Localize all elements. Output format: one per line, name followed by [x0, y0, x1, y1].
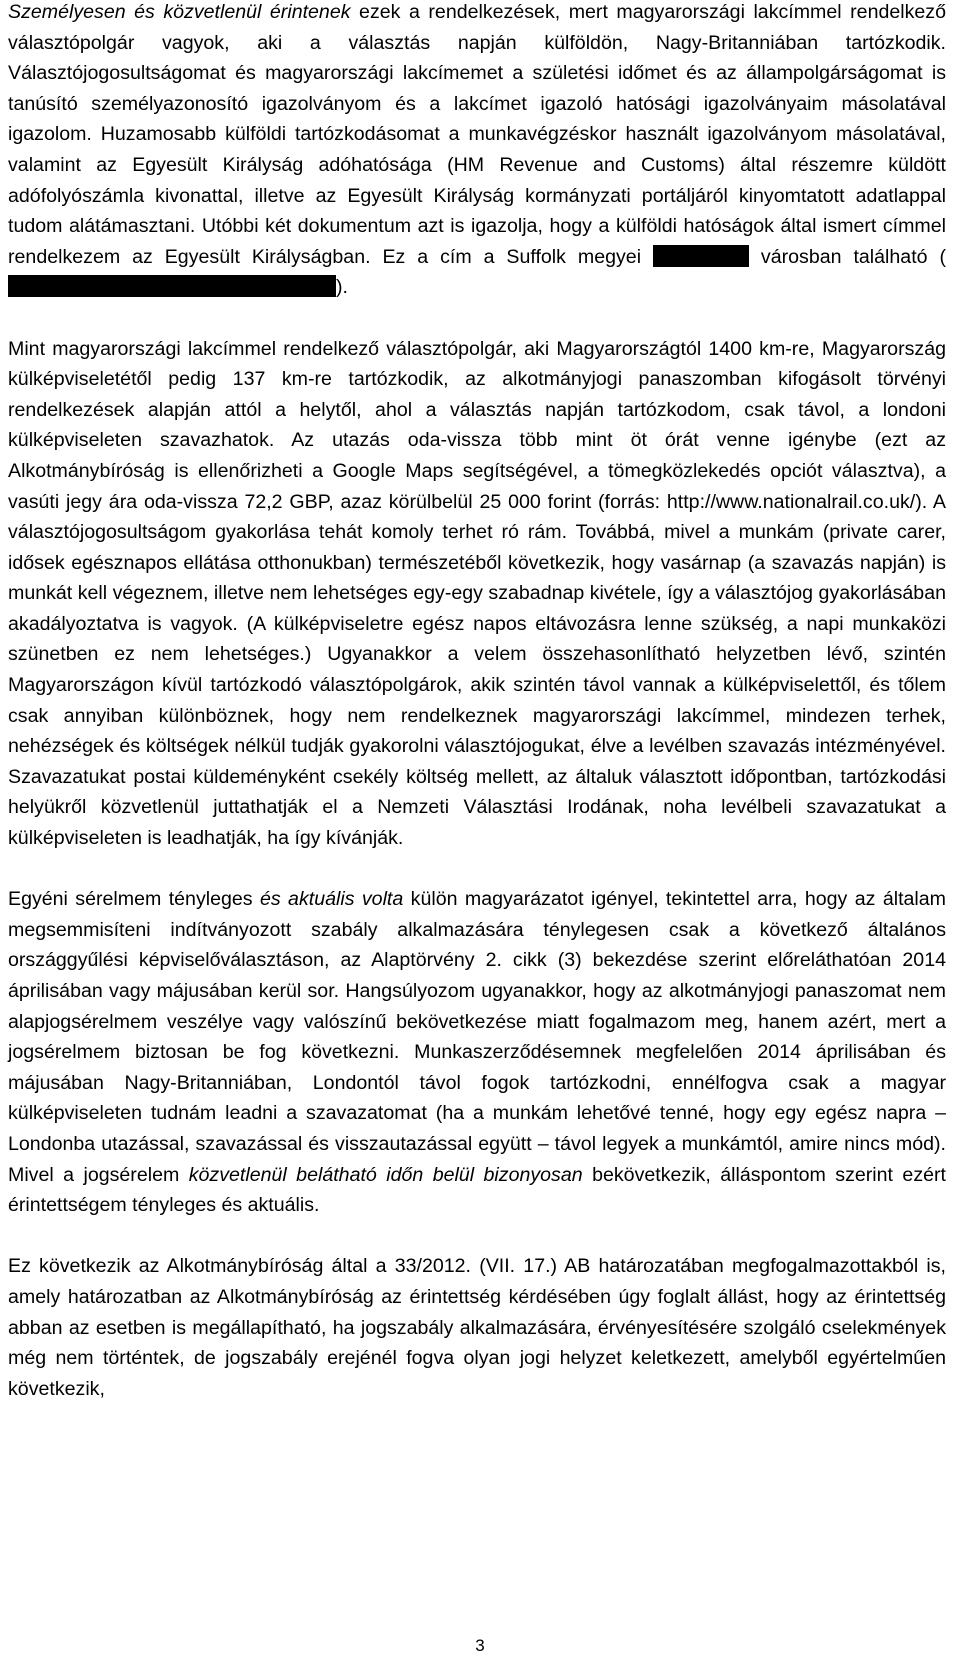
text-segment: ezek a rendelkezések, mert magyarországi lakcímmel rendelkező választópolgár vagyok, aki a választás napján külföldön, Nagy-Britanniában tartózkodik. Választójogosultságomat és magyarországi lakcímemet a születési időmet és az állampolgárságomat is tanúsító személyazonosító igazolványom és a lakcímet igazoló hatósági igazolványaim másolatával igazolom. Huzamosabb külföldi tartózkodásomat a munkavégzéskor használt igazolványom másolatával, valamint az Egyesült Királyság adóhatósága (HM Revenue and Customs) által részemre küldött adófolyószámla kivonattal, illetve az Egyesült Királyság kormányzati portáljáról kinyomtatott adatlappal tudom alátámasztani. Utóbbi két dokumentum azt is igazolja, hogy a külföldi hatóságok által ismert címmel rendelkezem az Egyesült Királyságban. Ez a cím a Suffolk megyei: [8, 1, 947, 268]
italic-text: közvetlenül belátható időn belül bizonyosan: [188, 1163, 583, 1186]
paragraph-1: [8, 0, 946, 303]
paragraph-2: [8, 334, 946, 854]
text-segment: ).: [336, 276, 348, 299]
page-number: 3: [475, 1636, 485, 1655]
text-segment: Mint magyarországi lakcímmel rendelkező választópolgár, aki Magyarországtól 1400 km-re, Magyarország külképviseletétől pedig 137 km-re tartózkodik, az alkotmányjogi panaszomban kifogásolt törvényi rendelkezések alapján attól a helytől, ahol a választás napján tartózkodom, csak távol, a londoni külképviseleten szavazhatok. Az utazás oda-vissza több mint öt órát venne igénybe (ezt az Alkotmánybíróság is ellenőrizheti a Google Maps segítségével, a tömegközlekedés opciót választva), a vasúti jegy ára oda-vissza 72,2 GBP, azaz körülbelül 25 000 forint (forrás: http://www.nationalrail.co.uk/). A választójogosultságom gyakorlása tehát komoly terhet ró rám. Továbbá, mivel a munkám (private carer, idősek egésznapos ellátása otthonukban) természetéből következik, hogy vasárnap (a szavazás napján) is munkát kell végeznem, illetve nem lehetséges egy-egy szabadnap kivétele, így a választójog gyakorlásában akadályoztatva is vagyok. (A külképviseletre egész napos eltávozásra lenne szükség, a napi munkaközi szünetben ez nem lehetséges.) Ugyanakkor a velem összehasonlítható helyzetben lévő, szintén Magyarországon kívül tartózkodó választópolgárok, akik szintén távol vannak a külképviselettől, és tőlem csak annyiban különböznek, hogy nem rendelkeznek magyarországi lakcímmel, mindezen terhek, nehézségek és költségek nélkül tudják gyakorolni választójogukat, élve a levélben szavazás intézményével. Szavazatukat postai küldeményként csekély költség mellett, az általuk választott időpontban, tartózkodási helyükről közvetlenül juttathatják el a Nemzeti Választási Irodának, noha levélbeli szavazatukat a külképviseleten is leadhatják, ha így kívánják.: [8, 337, 946, 850]
redaction-address: [8, 275, 336, 297]
text-segment: Ez következik az Alkotmánybíróság által a 33/2012. (VII. 17.) AB határozatában megfogalmazottakból is, amely határozatban az Alkotmánybíróság az érintettség kérdésében úgy foglalt állást, hogy az érintettség abban az esetben is megállapítható, ha jogszabály alkalmazására, érvényesítésére szolgáló cselekmények még nem történtek, de jogszabály erejénél fogva olyan jogi helyzet keletkezett, amelyből egyértelműen következik,: [8, 1255, 946, 1400]
paragraph-3: [8, 884, 946, 1221]
italic-text: Személyesen és közvetlenül érintenek: [8, 1, 351, 23]
document-body: [8, 0, 946, 1404]
text-segment: bekövetkezik, álláspontom szerint ezért érintettségem tényleges és aktuális.: [8, 1163, 946, 1217]
text-segment: városban található (: [748, 245, 946, 268]
text-segment: Egyéni sérelmem tényleges: [8, 888, 260, 911]
redaction-city: [653, 245, 749, 267]
italic-text: és aktuális volta: [259, 888, 404, 911]
text-segment: külön magyarázatot igényel, tekintettel arra, hogy az általam megsemmisíteni indítványozott szabály alkalmazására ténylegesen csak a következő általános országgyűlési képviselőválasztáson, az Alaptörvény 2. cikk (3) bekezdése szerint előreláthatóan 2014 áprilisában vagy májusában kerül sor. Hangsúlyozom ugyanakkor, hogy az alkotmányjogi panaszomat nem alapjogsérelmem veszélye vagy valószínű bekövetkezése miatt fogalmazom meg, hanem azért, mert a jogsérelmem biztosan be fog következni. Munkaszerződésemnek megfelelően 2014 áprilisában és májusában Nagy-Britanniában, Londontól távol fogok tartózkodni, ennélfogva csak a magyar külképviseleten tudnám leadni a szavazatomat (ha a munkám lehetővé tenné, hogy egy egész napra – Londonba utazással, szavazással és visszautazással együtt – távol legyek a munkámtól, amire nincs mód). Mivel a jogsérelem: [8, 888, 946, 1186]
paragraph-4: [8, 1251, 946, 1404]
